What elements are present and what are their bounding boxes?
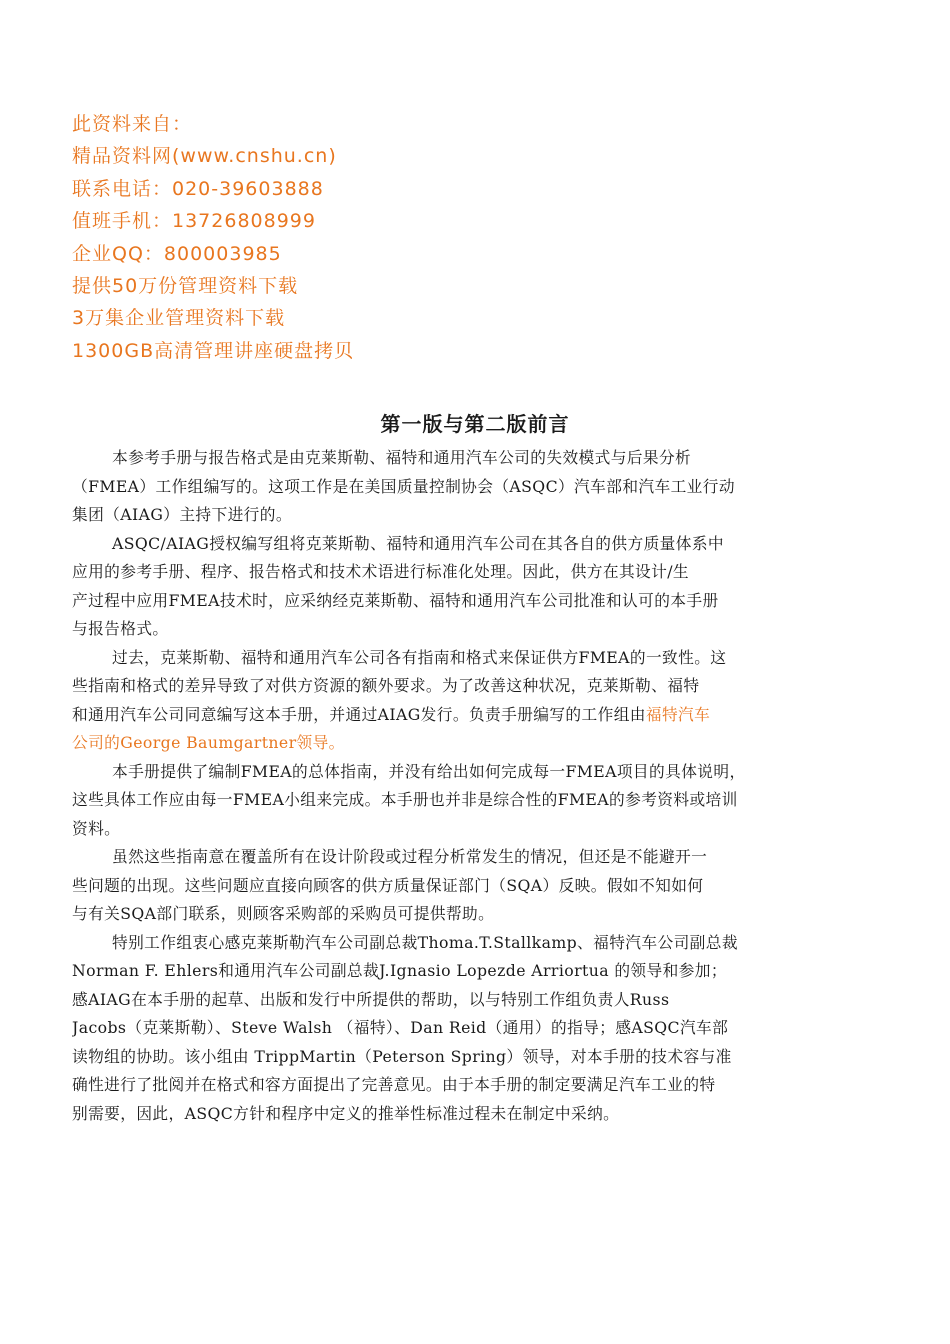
line-text: 集团（AIAG）主持下进行的。 [72, 505, 292, 524]
source-info-line: 值班手机：13726808999 [72, 210, 316, 233]
line-text: 别需要，因此，ASQC方针和程序中定义的推举性标准过程未在制定中采纳。 [72, 1103, 620, 1123]
source-info-line: 3万集企业管理资料下载 [72, 307, 286, 330]
paragraph-line [72, 615, 872, 644]
line-text: 感AIAG在本手册的起草、出版和发行中所提供的帮助，以与特别工作组负责人Russ [72, 989, 670, 1009]
line-text: 产过程中应用FMEA技术时，应采纳经克莱斯勒、福特和通用汽车公司批准和认可的本手册 [72, 590, 719, 610]
paragraph-line [72, 758, 872, 787]
paragraph-line [72, 843, 872, 872]
paragraph-line [72, 444, 872, 473]
paragraph-line [72, 957, 872, 986]
line-text: 应用的参考手册、程序、报告格式和技术术语进行标准化处理。因此，供方在其设计/生 [72, 562, 690, 581]
line-text: Norman F. Ehlers和通用汽车公司副总裁J.Ignasio Lopezde Arriortua 的领导和参加； [72, 961, 727, 980]
line-text: 与报告格式。 [72, 619, 169, 638]
paragraph-line [72, 672, 872, 701]
line-text: 这些具体工作应由每一FMEA小组来完成。本手册也并非是综合性的FMEA的参考资料或培训 [72, 790, 738, 809]
paragraph-line [72, 473, 872, 502]
line-text: 读物组的协助。该小组由 TrippMartin（Peterson Spring）领导，对本手册的技术容与准 [72, 1046, 732, 1066]
line-text: （FMEA）工作组编写的。这项工作是在美国质量控制协会（ASQC）汽车部和汽车工业行动 [72, 476, 735, 496]
line-text: 过去，克莱斯勒、福特和通用汽车公司各有指南和格式来保证供方FMEA的一致性。这 [112, 647, 727, 667]
line-text: 特别工作组衷心感克莱斯勒汽车公司副总裁Thoma.T.Stallkamp、福特汽车公司副总裁 [112, 932, 738, 952]
line-text: 本手册提供了编制FMEA的总体指南，并没有给出如何完成每一FMEA项目的具体说明， [112, 761, 746, 781]
preface-body [72, 444, 872, 1128]
paragraph-line [72, 1071, 872, 1100]
source-info-line: 提供50万份管理资料下载 [72, 275, 299, 298]
line-text: 些指南和格式的差异导致了对供方资源的额外要求。为了改善这种状况，克莱斯勒、福特 [72, 676, 700, 695]
source-info-line: 精品资料网(www.cnshu.cn) [72, 145, 337, 168]
line-text: 本参考手册与报告格式是由克莱斯勒、福特和通用汽车公司的失效模式与后果分析 [112, 448, 692, 467]
line-text: Jacobs（克莱斯勒）、Steve Walsh （福特）、Dan Reid（通用）的指导；感ASQC汽车部 [72, 1018, 729, 1037]
line-text: 与有关SQA部门联系，则顾客采购部的采购员可提供帮助。 [72, 904, 495, 923]
paragraph-line [72, 1014, 872, 1043]
paragraph-line [72, 986, 872, 1015]
paragraph-line [72, 701, 872, 730]
source-info-line: 联系电话：020-39603888 [72, 177, 324, 200]
paragraph-line [72, 587, 872, 616]
line-text: 确性进行了批阅并在格式和容方面提出了完善意见。由于本手册的制定要满足汽车工业的特 [72, 1075, 716, 1094]
source-info-line: 1300GB高清管理讲座硬盘拷贝 [72, 339, 355, 362]
paragraph-line [72, 786, 872, 815]
paragraph-line [72, 872, 872, 901]
paragraph-line [72, 900, 872, 929]
source-info-line: 此资料来自： [72, 113, 193, 135]
page-title: 第一版与第二版前言 [380, 412, 570, 436]
line-text: 资料。 [72, 818, 121, 838]
paragraph-line [72, 729, 872, 758]
paragraph-line [72, 558, 872, 587]
line-text: 虽然这些指南意在覆盖所有在设计阶段或过程分析常发生的情况，但还是不能避开一 [112, 847, 708, 866]
line-text: 些问题的出现。这些问题应直接向顾客的供方质量保证部门（SQA）反映。假如不知如何 [72, 875, 704, 895]
highlighted-text: 福特汽车 [645, 704, 711, 724]
paragraph-line [72, 501, 872, 530]
paragraph-line [72, 929, 872, 958]
paragraph-line [72, 1100, 872, 1129]
paragraph-line [72, 815, 872, 844]
highlighted-text: 公司的George Baumgartner领导。 [72, 733, 345, 752]
paragraph-line [72, 530, 872, 559]
source-info-block [72, 108, 354, 367]
line-text: ASQC/AIAG授权编写组将克莱斯勒、福特和通用汽车公司在其各自的供方质量体系中 [112, 533, 725, 553]
line-text: 和通用汽车公司同意编写这本手册，并通过AIAG发行。负责手册编写的工作组由 [72, 704, 646, 724]
source-info-line: 企业QQ：800003985 [72, 242, 282, 265]
paragraph-line [72, 1043, 872, 1072]
paragraph-line [72, 644, 872, 673]
